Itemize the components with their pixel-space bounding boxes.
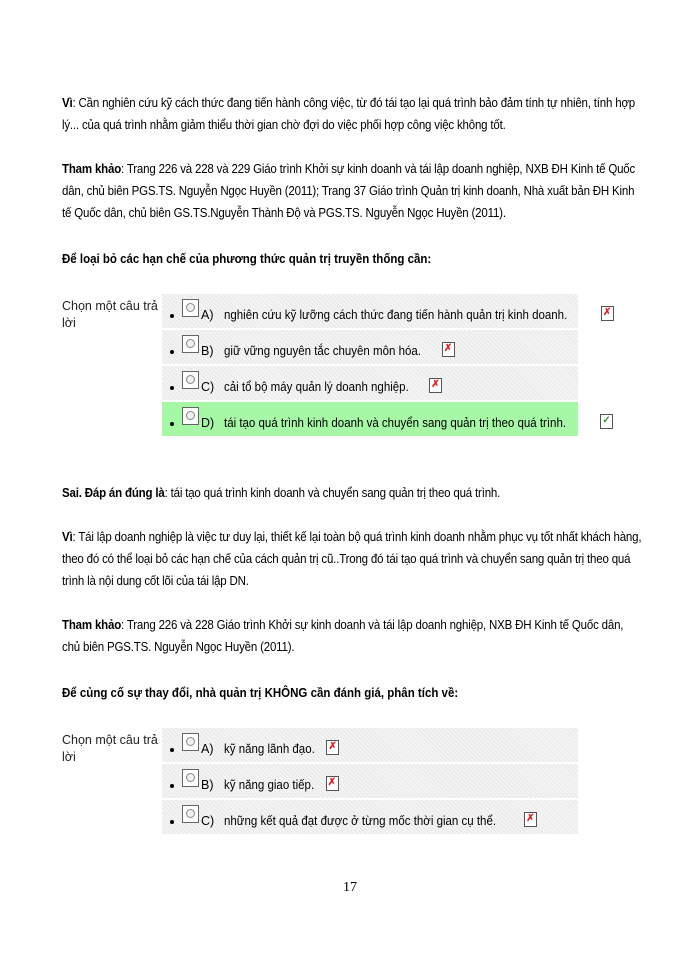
- bullet: [170, 820, 174, 824]
- question-2-prompt: Chọn một câu trả lời: [62, 733, 158, 764]
- option-d[interactable]: [162, 402, 611, 436]
- radio-button[interactable]: [182, 805, 199, 823]
- question-1-options: [162, 294, 612, 438]
- reference-text: : Trang 226 và 228 và 229 Giáo trình Khởi sự kinh doanh và tái lập doanh nghiệp, NXB ĐH Kinh tế Quốc dân, chủ biên PGS.TS. Nguyễn Ngọc Huyền (2011); Trang 37 Giáo trình Quản trị kinh doanh, Nhà xuất bản ĐH Kinh tế Quốc dân, chủ biên GS.TS.Nguyễn Thành Độ và PGS.TS. Nguyễn Ngọc Huyền (2011).: [62, 162, 636, 220]
- bullet: [170, 422, 174, 426]
- option-letter: B): [201, 344, 214, 358]
- option-text: giữ vững nguyên tắc chuyên môn hóa.: [223, 344, 421, 358]
- option-text: tái tạo quá trình kinh doanh và chuyển sang quản trị theo quá trình.: [224, 416, 567, 430]
- option-c[interactable]: [162, 800, 578, 834]
- bullet: [170, 314, 174, 318]
- option-c[interactable]: [162, 366, 578, 400]
- radio-button[interactable]: [182, 407, 199, 425]
- option-letter: D): [201, 416, 215, 430]
- incorrect-mark-icon: ✗: [429, 378, 442, 393]
- option-letter: A): [201, 308, 214, 322]
- option-letter: C): [201, 380, 215, 394]
- page-number: 17: [343, 880, 357, 895]
- incorrect-mark-icon: ✗: [442, 342, 455, 357]
- explanation-paragraph: [62, 92, 643, 136]
- incorrect-mark-icon: ✗: [524, 812, 537, 827]
- why-text: : Cần nghiên cứu kỹ cách thức đang tiến hành công việc, từ đó tái tạo lại quá trình bảo đảm tính tự nhiên, tính hợp lý... của quá trình nhằm giảm thiểu thời gian chờ đợi do việc phối hợp công việc không tốt.: [62, 96, 636, 132]
- why-label: Vì: [62, 96, 73, 110]
- why-label: Vì: [62, 530, 73, 544]
- correct-mark-icon: ✓: [600, 414, 613, 429]
- option-a[interactable]: [162, 728, 578, 762]
- incorrect-mark-icon: ✗: [601, 306, 614, 321]
- radio-button[interactable]: [182, 371, 199, 389]
- answer-text: : tái tạo quá trình kinh doanh và chuyển sang quản trị theo quá trình.: [164, 486, 501, 500]
- bullet: [170, 748, 174, 752]
- answer-label: Sai. Đáp án đúng là: [62, 486, 165, 500]
- option-letter: A): [201, 742, 214, 756]
- option-text: nghiên cứu kỹ lưỡng cách thức đang tiến hành quản trị kinh doanh.: [223, 308, 567, 322]
- reference-text: : Trang 226 và 228 Giáo trình Khởi sự kinh doanh và tái lập doanh nghiệp, NXB ĐH Kinh tế Quốc dân, chủ biên PGS.TS. Nguyễn Ngọc Huyền (2011).: [62, 618, 624, 654]
- option-text: những kết quả đạt được ở từng mốc thời gian cụ thể.: [224, 814, 497, 828]
- incorrect-mark-icon: ✗: [326, 740, 339, 755]
- option-text: kỹ năng lãnh đạo.: [223, 742, 315, 756]
- option-a[interactable]: [162, 294, 612, 328]
- explanation-paragraph-2: [62, 526, 643, 592]
- question-1-text: Để loại bỏ các hạn chế của phương thức quản trị truyền thống cần:: [62, 252, 432, 266]
- option-text: kỹ năng giao tiếp.: [223, 778, 314, 792]
- option-b[interactable]: [162, 764, 578, 798]
- option-letter: B): [201, 778, 214, 792]
- option-b[interactable]: [162, 330, 578, 364]
- reference-paragraph-2: [62, 614, 643, 658]
- question-2-options: [162, 728, 578, 836]
- question-2-text: Để củng cố sự thay đổi, nhà quản trị KHÔNG cần đánh giá, phân tích về:: [62, 686, 459, 700]
- question-1-prompt: Chọn một câu trả lời: [62, 299, 158, 330]
- radio-button[interactable]: [182, 299, 199, 317]
- bullet: [170, 350, 174, 354]
- answer-paragraph: [62, 482, 643, 504]
- bullet: [170, 784, 174, 788]
- radio-button[interactable]: [182, 733, 199, 751]
- radio-button[interactable]: [182, 335, 199, 353]
- bullet: [170, 386, 174, 390]
- option-letter: C): [201, 814, 215, 828]
- reference-paragraph: [62, 158, 643, 224]
- radio-button[interactable]: [182, 769, 199, 787]
- incorrect-mark-icon: ✗: [326, 776, 339, 791]
- option-text: cải tổ bộ máy quản lý doanh nghiệp.: [224, 380, 409, 394]
- why-text: : Tái lập doanh nghiệp là việc tư duy lại, thiết kế lại toàn bộ quá trình kinh doanh nhằm phục vụ tốt nhất khách hàng, theo đó có thể loại bỏ các hạn chế của cách quản trị cũ..Trong đó tái tạo quá trình và chuyển sang quản trị theo quá trình là nội dung cốt lõi của tái lập DN.: [62, 530, 642, 588]
- reference-label: Tham khảo: [62, 618, 122, 632]
- reference-label: Tham khảo: [62, 162, 122, 176]
